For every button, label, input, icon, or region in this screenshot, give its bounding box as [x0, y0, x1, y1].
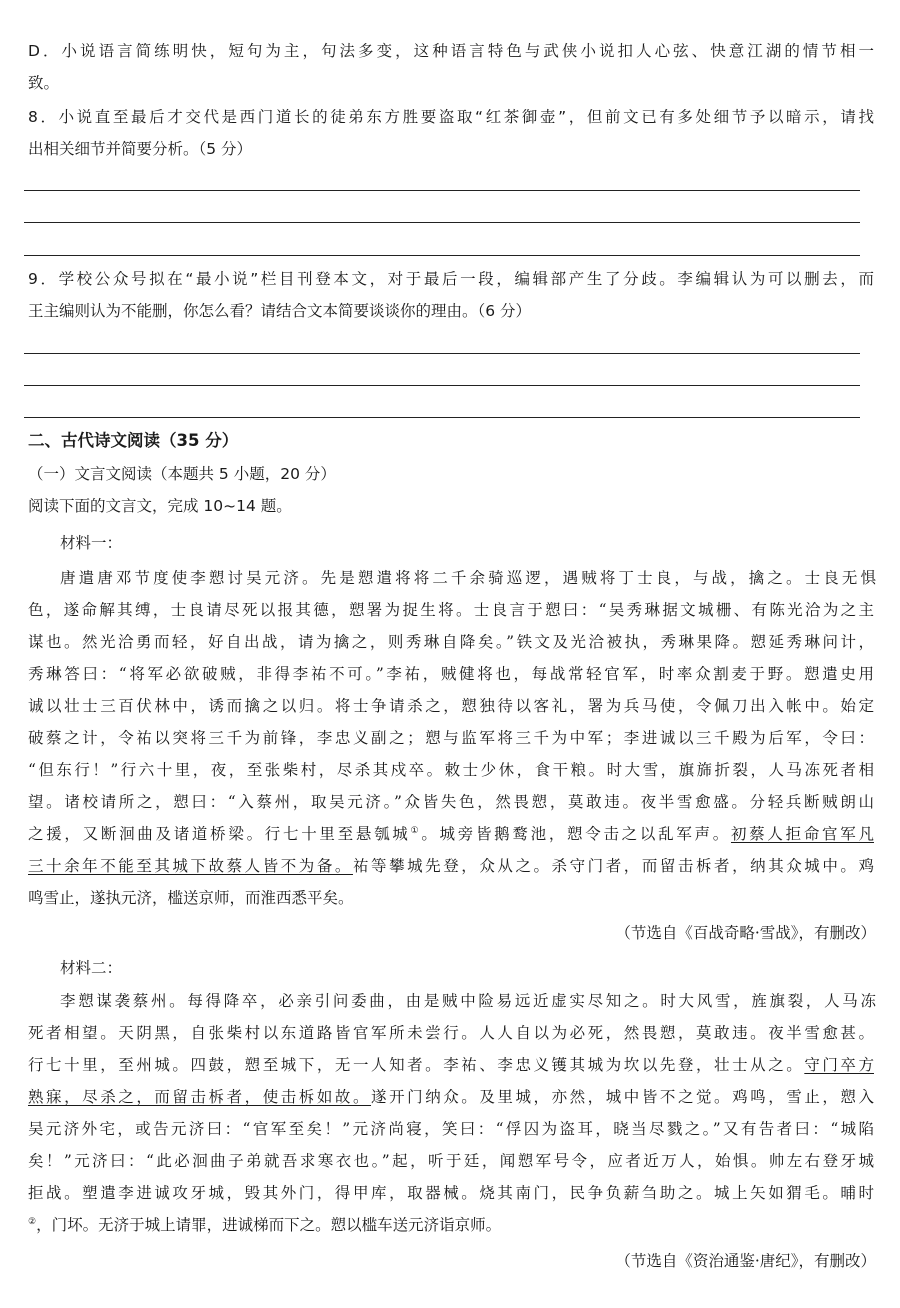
material-1-line: 秀琳答曰：“将军必欲破贼，非得李祐不可。”李祐，贼健将也，每战常轻官军，时率众割麦于野。愬遣史用 [28, 665, 874, 683]
q7-option-d-line-1: D．小说语言简练明快，短句为主，句法多变，这种语言特色与武侠小说扣人心弦、快意江湖的情节相一 [28, 42, 874, 60]
material-1-line: 三十余年不能至其城下故蔡人皆不为备。祐等攀城先登，众从之。杀守门者，而留击柝者，纳其众城中。鸡 [28, 857, 874, 875]
material-2-label: 材料二： [60, 959, 123, 977]
material-1-line: 之援，又断洄曲及诸道桥梁。行七十里至悬瓠城①。城旁皆鹅鹜池，愬令击之以乱军声。初蔡人拒命官军凡 [28, 825, 874, 843]
section-subtitle: （一）文言文阅读（本题共 5 小题，20 分） [28, 465, 336, 483]
footnote-marker: ① [410, 825, 422, 836]
material-2-line: 矣！”元济曰：“此必洄曲子弟就吾求寒衣也。”起，听于廷，闻愬军号令，应者近万人，始惧。帅左右登牙城 [28, 1152, 874, 1170]
answer-line[interactable] [24, 190, 860, 191]
underlined-sentence: 守门卒方 [804, 1056, 874, 1074]
section-instruction: 阅读下面的文言文，完成 10~14 题。 [28, 497, 292, 515]
material-2-source: （节选自《资治通鉴·唐纪》，有删改） [615, 1252, 876, 1270]
footnote-marker: ② [28, 1216, 37, 1227]
material-2-line: ②，门坏。无济于城上请罪，进诚梯而下之。愬以槛车送元济诣京师。 [28, 1216, 502, 1234]
section-title: 二、古代诗文阅读（35 分） [28, 431, 239, 450]
material-2-line: 死者相望。天阴黑，自张柴村以东道路皆官军所未尝行。人人自以为必死，然畏愬，莫敢违。夜半雪愈甚。 [28, 1024, 874, 1042]
answer-line[interactable] [24, 353, 860, 354]
q9-line-1: 9．学校公众号拟在“最小说”栏目刊登本文，对于最后一段，编辑部产生了分歧。李编辑认为可以删去，而 [28, 270, 874, 288]
q8-line-1: 8．小说直至最后才交代是西门道长的徒弟东方胜要盗取“红茶御壶”，但前文已有多处细节予以暗示，请找 [28, 108, 874, 126]
material-1-line: 诚以壮士三百伏林中，诱而擒之以归。将士争请杀之，愬独待以客礼，署为兵马使，令佩刀出入帐中。始定 [28, 697, 874, 715]
material-1-line: 唐遣唐邓节度使李愬讨吴元济。先是愬遣将将二千余骑巡逻，遇贼将丁士良，与战，擒之。士良无惧 [60, 569, 876, 587]
material-2-line: 吴元济外宅，或告元济曰：“官军至矣！”元济尚寝，笑曰：“俘囚为盗耳，晓当尽戮之。”又有告者曰：“城陷 [28, 1120, 874, 1138]
q8-line-2: 出相关细节并简要分析。（5 分） [28, 140, 253, 158]
q9-line-2: 王主编则认为不能删，你怎么看？请结合文本简要谈谈你的理由。（6 分） [28, 302, 532, 320]
material-1-line: 望。诸校请所之，愬曰：“入蔡州，取吴元济。”众皆失色，然畏愬，莫敢违。夜半雪愈盛。分轻兵断贼朗山 [28, 793, 874, 811]
material-2-line: 行七十里，至州城。四鼓，愬至城下，无一人知者。李祐、李忠义镬其城为坎以先登，壮士从之。守门卒方 [28, 1056, 874, 1074]
material-1-line: 色，遂命解其缚，士良请尽死以报其德，愬署为捉生将。士良言于愬曰：“吴秀琳据文城栅、有陈光洽为之主 [28, 601, 874, 619]
material-1-line: “但东行！”行六十里，夜，至张柴村，尽杀其戍卒。敕士少休，食干粮。时大雪，旗旆折裂，人马冻死者相 [28, 761, 874, 779]
answer-line[interactable] [24, 385, 860, 386]
material-1-label: 材料一： [60, 534, 123, 552]
material-1-line: 鸣雪止，遂执元济，槛送京师，而淮西悉平矣。 [28, 889, 354, 907]
material-1-line: 谋也。然光洽勇而轻，好自出战，请为擒之，则秀琳自降矣。”铁文及光洽被执，秀琳果降。愬延秀琳问计， [28, 633, 874, 651]
material-2-line: 李愬谋袭蔡州。每得降卒，必亲引问委曲，由是贼中险易远近虚实尽知之。时大风雪，旌旗裂，人马冻 [60, 992, 876, 1010]
answer-line[interactable] [24, 417, 860, 418]
material-1-source: （节选自《百战奇略·雪战》，有删改） [615, 924, 876, 942]
underlined-sentence: 熟寐，尽杀之，而留击柝者，使击柝如故。 [28, 1088, 372, 1106]
underlined-sentence: 三十余年不能至其城下故蔡人皆不为备。 [28, 857, 353, 875]
material-1-line: 破蔡之计，令祐以突将三千为前锋，李忠义副之；愬与监军将三千为中军；李进诚以三千殿为后军，令曰： [28, 729, 874, 747]
answer-line[interactable] [24, 255, 860, 256]
underlined-sentence: 初蔡人拒命官军凡 [730, 825, 874, 843]
material-2-line: 拒战。塑遣李进诚攻牙城，毁其外门，得甲库，取器械。烧其南门，民争负薪刍助之。城上矢如猬毛。晡时 [28, 1184, 874, 1202]
answer-line[interactable] [24, 222, 860, 223]
material-2-line: 熟寐，尽杀之，而留击柝者，使击柝如故。遂开门纳众。及里城，亦然，城中皆不之觉。鸡鸣，雪止，愬入 [28, 1088, 874, 1106]
q7-option-d-line-2: 致。 [28, 74, 60, 92]
